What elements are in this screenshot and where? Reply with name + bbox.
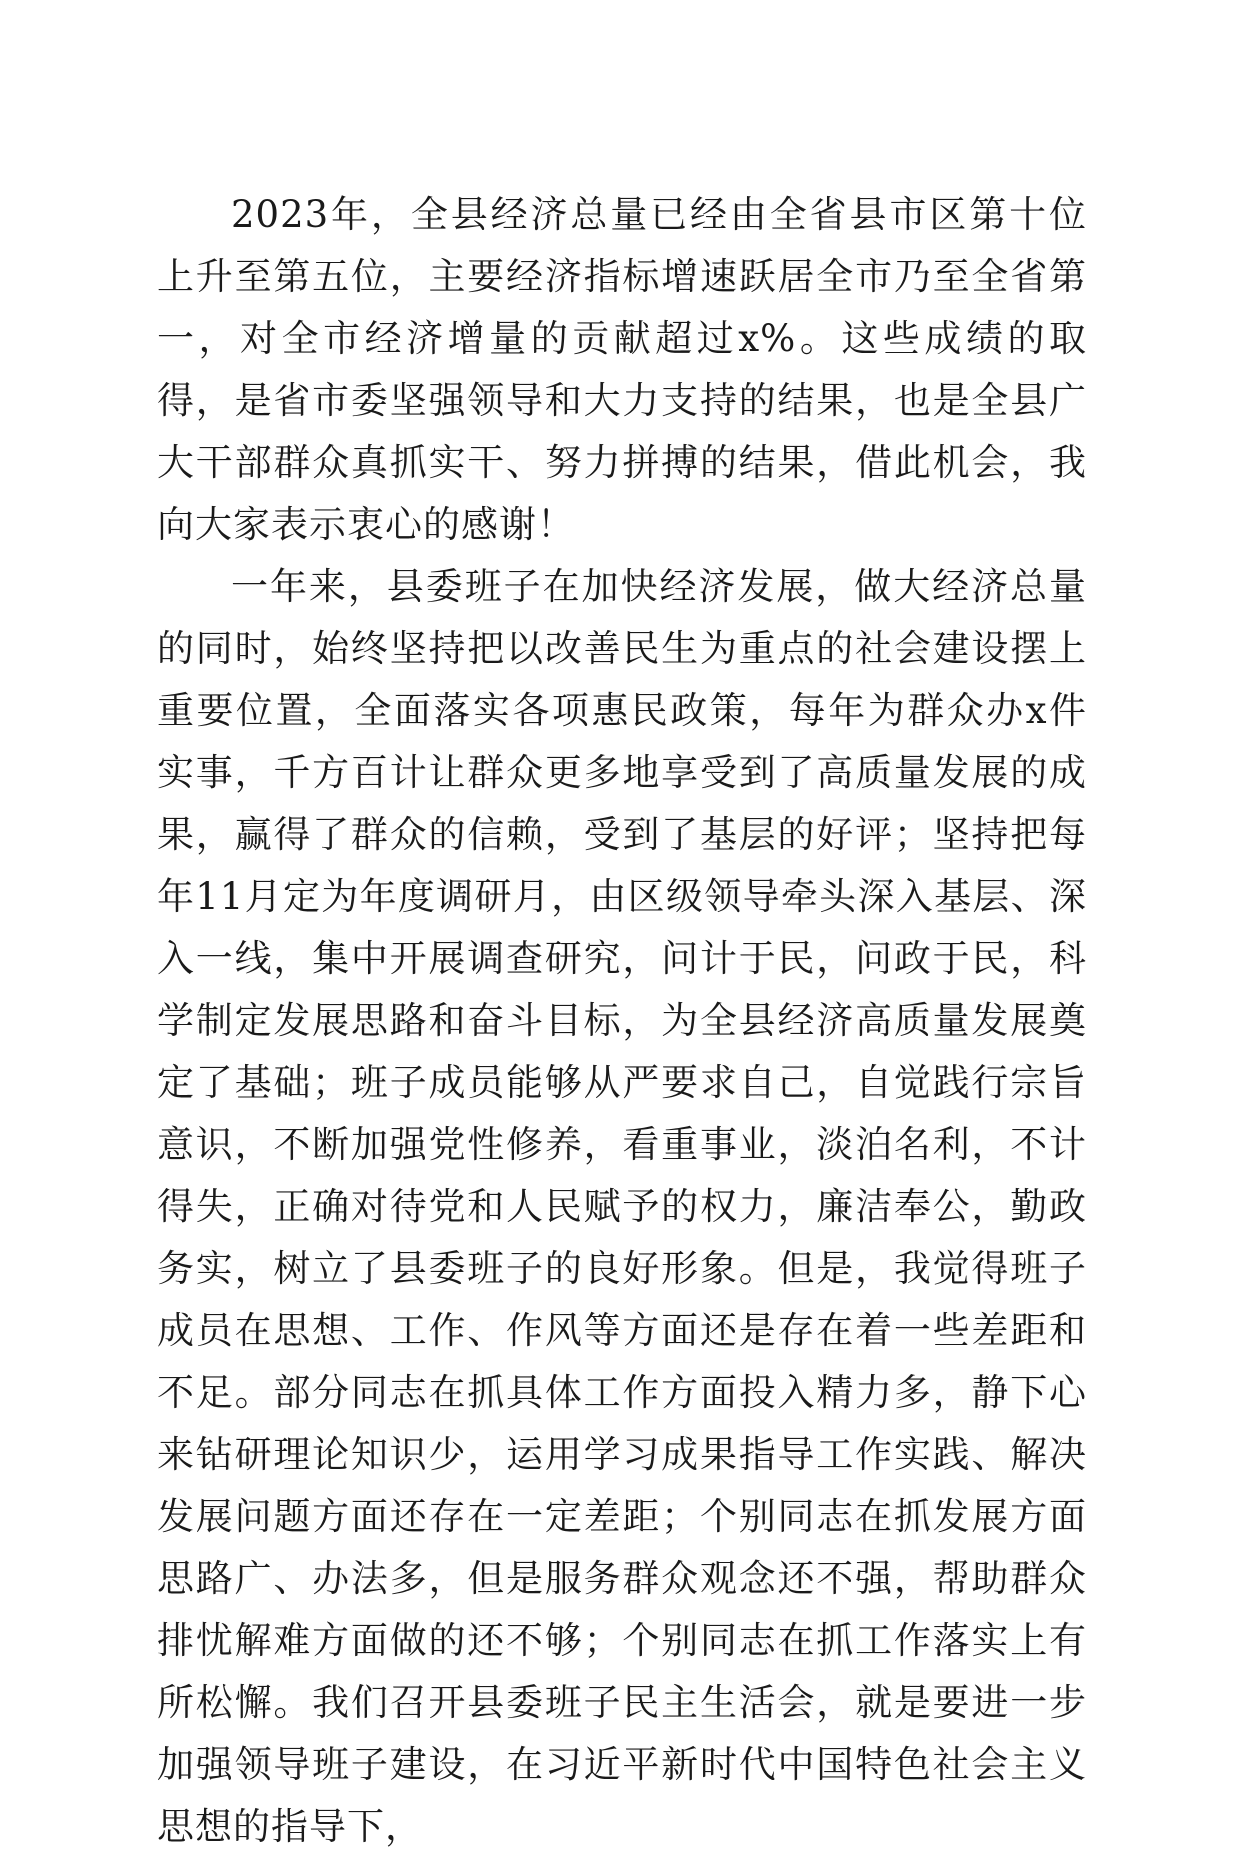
document-body <box>157 184 1087 1858</box>
paragraph-economic-results: 2023年，全县经济总量已经由全省县市区第十位上升至第五位，主要经济指标增速跃居全市乃至全省第一，对全市经济增量的贡献超过x%。这些成绩的取得，是省市委坚强领导和大力支持的结果，也是全县广大干部群众真抓实干、努力拼搏的结果，借此机会，我向大家表示衷心的感谢！ <box>157 193 1087 546</box>
paragraph-committee-review: 一年来，县委班子在加快经济发展，做大经济总量的同时，始终坚持把以改善民生为重点的社会建设摆上重要位置，全面落实各项惠民政策，每年为群众办x件实事，千方百计让群众更多地享受到了高质量发展的成果，赢得了群众的信赖，受到了基层的好评；坚持把每年11月定为年度调研月，由区级领导牵头深入基层、深入一线，集中开展调查研究，问计于民，问政于民，科学制定发展思路和奋斗目标，为全县经济高质量发展奠定了基础；班子成员能够从严要求自己，自觉践行宗旨意识，不断加强党性修养，看重事业，淡泊名利，不计得失，正确对待党和人民赋予的权力，廉洁奉公，勤政务实，树立了县委班子的良好形象。但是，我觉得班子成员在思想、工作、作风等方面还是存在着一些差距和不足。部分同志在抓具体工作方面投入精力多，静下心来钻研理论知识少，运用学习成果指导工作实践、解决发展问题方面还存在一定差距；个别同志在抓发展方面思路广、办法多，但是服务群众观念还不强，帮助群众排忧解难方面做的还不够；个别同志在抓工作落实上有所松懈。我们召开县委班子民主生活会，就是要进一步加强领导班子建设，在习近平新时代中国特色社会主义思想的指导下， <box>157 565 1087 1848</box>
